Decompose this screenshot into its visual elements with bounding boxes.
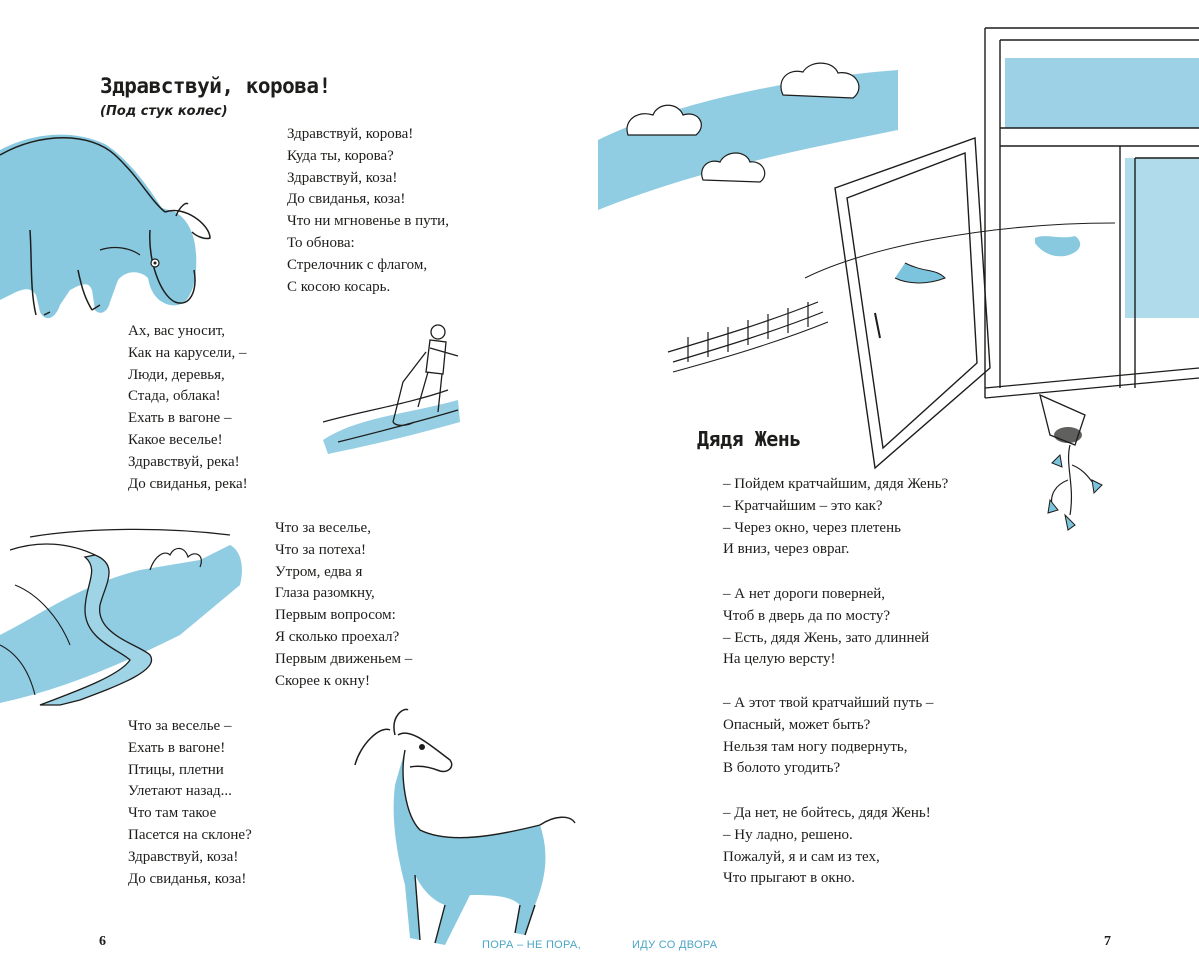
verse-line: Ах, вас уносит,	[128, 323, 226, 339]
verse-line: – Ну ладно, решено.	[723, 826, 853, 843]
verse-line: Что за потеха!	[275, 541, 366, 558]
verse-line: Утром, едва я	[275, 563, 363, 580]
verse-line: Я сколько проехал?	[275, 628, 400, 645]
verse-line: Улетают назад...	[128, 783, 232, 800]
verse-line: И вниз, через овраг.	[723, 541, 850, 558]
verse-line: Какое веселье!	[128, 431, 223, 448]
verse-line: Здравствуй, корова!	[287, 126, 414, 142]
verse-line: Здравствуй, коза!	[287, 169, 398, 186]
verse-line: До свиданья, река!	[128, 475, 248, 492]
verse-line: Здравствуй, река!	[128, 453, 240, 470]
verse-line: Здравствуй, коза!	[128, 848, 239, 865]
left-page-title: Здравствуй, корова!	[100, 74, 331, 98]
mower-illustration	[318, 322, 468, 462]
verse-line: То обнова:	[287, 234, 355, 251]
right-stanza-2	[723, 584, 929, 671]
right-page-number: 7	[1104, 934, 1111, 949]
cow-illustration	[0, 120, 230, 330]
verse-line: До свиданья, коза!	[287, 191, 406, 208]
fence-illustration	[668, 282, 828, 372]
right-stanza-1	[723, 474, 948, 561]
right-stanza-3	[723, 693, 933, 780]
verse-line: – А этот твой кратчайший путь –	[723, 695, 934, 711]
verse-line: Чтоб в дверь да по мосту?	[723, 607, 891, 624]
verse-line: Что там такое	[128, 805, 217, 822]
verse-line: Скорее к окну!	[275, 672, 370, 689]
verse-line: Как на карусели, –	[128, 344, 247, 361]
verse-line: Опасный, может быть?	[723, 716, 871, 733]
goat-illustration	[350, 705, 580, 950]
left-page-number: 6	[99, 934, 106, 949]
left-stanza-1	[287, 124, 449, 298]
left-stanza-2	[128, 321, 248, 495]
verse-line: Пожалуй, я и сам из тех,	[723, 848, 880, 865]
verse-line: Что ни мгновенье в пути,	[287, 213, 449, 230]
verse-line: Что за веселье –	[128, 718, 232, 734]
right-stanza-4	[723, 803, 931, 890]
river-illustration	[0, 525, 255, 705]
verse-line: На целую версту!	[723, 651, 836, 668]
verse-line: – А нет дороги поверней,	[723, 586, 886, 602]
window-illustration	[835, 28, 1199, 478]
verse-line: Люди, деревья,	[128, 366, 225, 383]
verse-line: Пасется на склоне?	[128, 826, 252, 843]
verse-line: Ехать в вагоне!	[128, 739, 226, 756]
verse-line: Что за веселье,	[275, 520, 371, 536]
verse-line: Птицы, плетни	[128, 761, 224, 778]
verse-line: – Кратчайшим – это как?	[723, 497, 883, 514]
verse-line: – Да нет, не бойтесь, дядя Жень!	[723, 805, 931, 821]
verse-line: Первым движеньем –	[275, 650, 413, 667]
verse-line: Глаза разомкну,	[275, 585, 375, 602]
flower-pot-illustration	[1030, 385, 1120, 535]
verse-line: С косою косарь.	[287, 278, 391, 295]
right-running-footer: ИДУ СО ДВОРА	[632, 939, 718, 951]
right-page-title: Дядя Жень	[697, 427, 801, 451]
left-page-subtitle: (Под стук колес)	[100, 104, 228, 119]
verse-line: Нельзя там ногу подвернуть,	[723, 738, 908, 755]
verse-line: Что прыгают в окно.	[723, 870, 855, 887]
verse-line: Первым вопросом:	[275, 607, 396, 624]
left-stanza-4	[128, 716, 252, 890]
verse-line: – Есть, дядя Жень, зато длинней	[723, 629, 930, 646]
verse-line: До свиданья, коза!	[128, 870, 247, 887]
verse-line: Куда ты, корова?	[287, 147, 394, 164]
verse-line: Ехать в вагоне –	[128, 410, 232, 427]
verse-line: Стрелочник с флагом,	[287, 256, 428, 273]
verse-line: В болото угодить?	[723, 760, 841, 777]
verse-line: Стада, облака!	[128, 388, 221, 405]
left-running-footer: ПОРА – НЕ ПОРА,	[482, 939, 581, 951]
left-stanza-3	[275, 518, 412, 692]
verse-line: – Через окно, через плетень	[723, 519, 901, 536]
verse-line: – Пойдем кратчайшим, дядя Жень?	[723, 476, 949, 492]
